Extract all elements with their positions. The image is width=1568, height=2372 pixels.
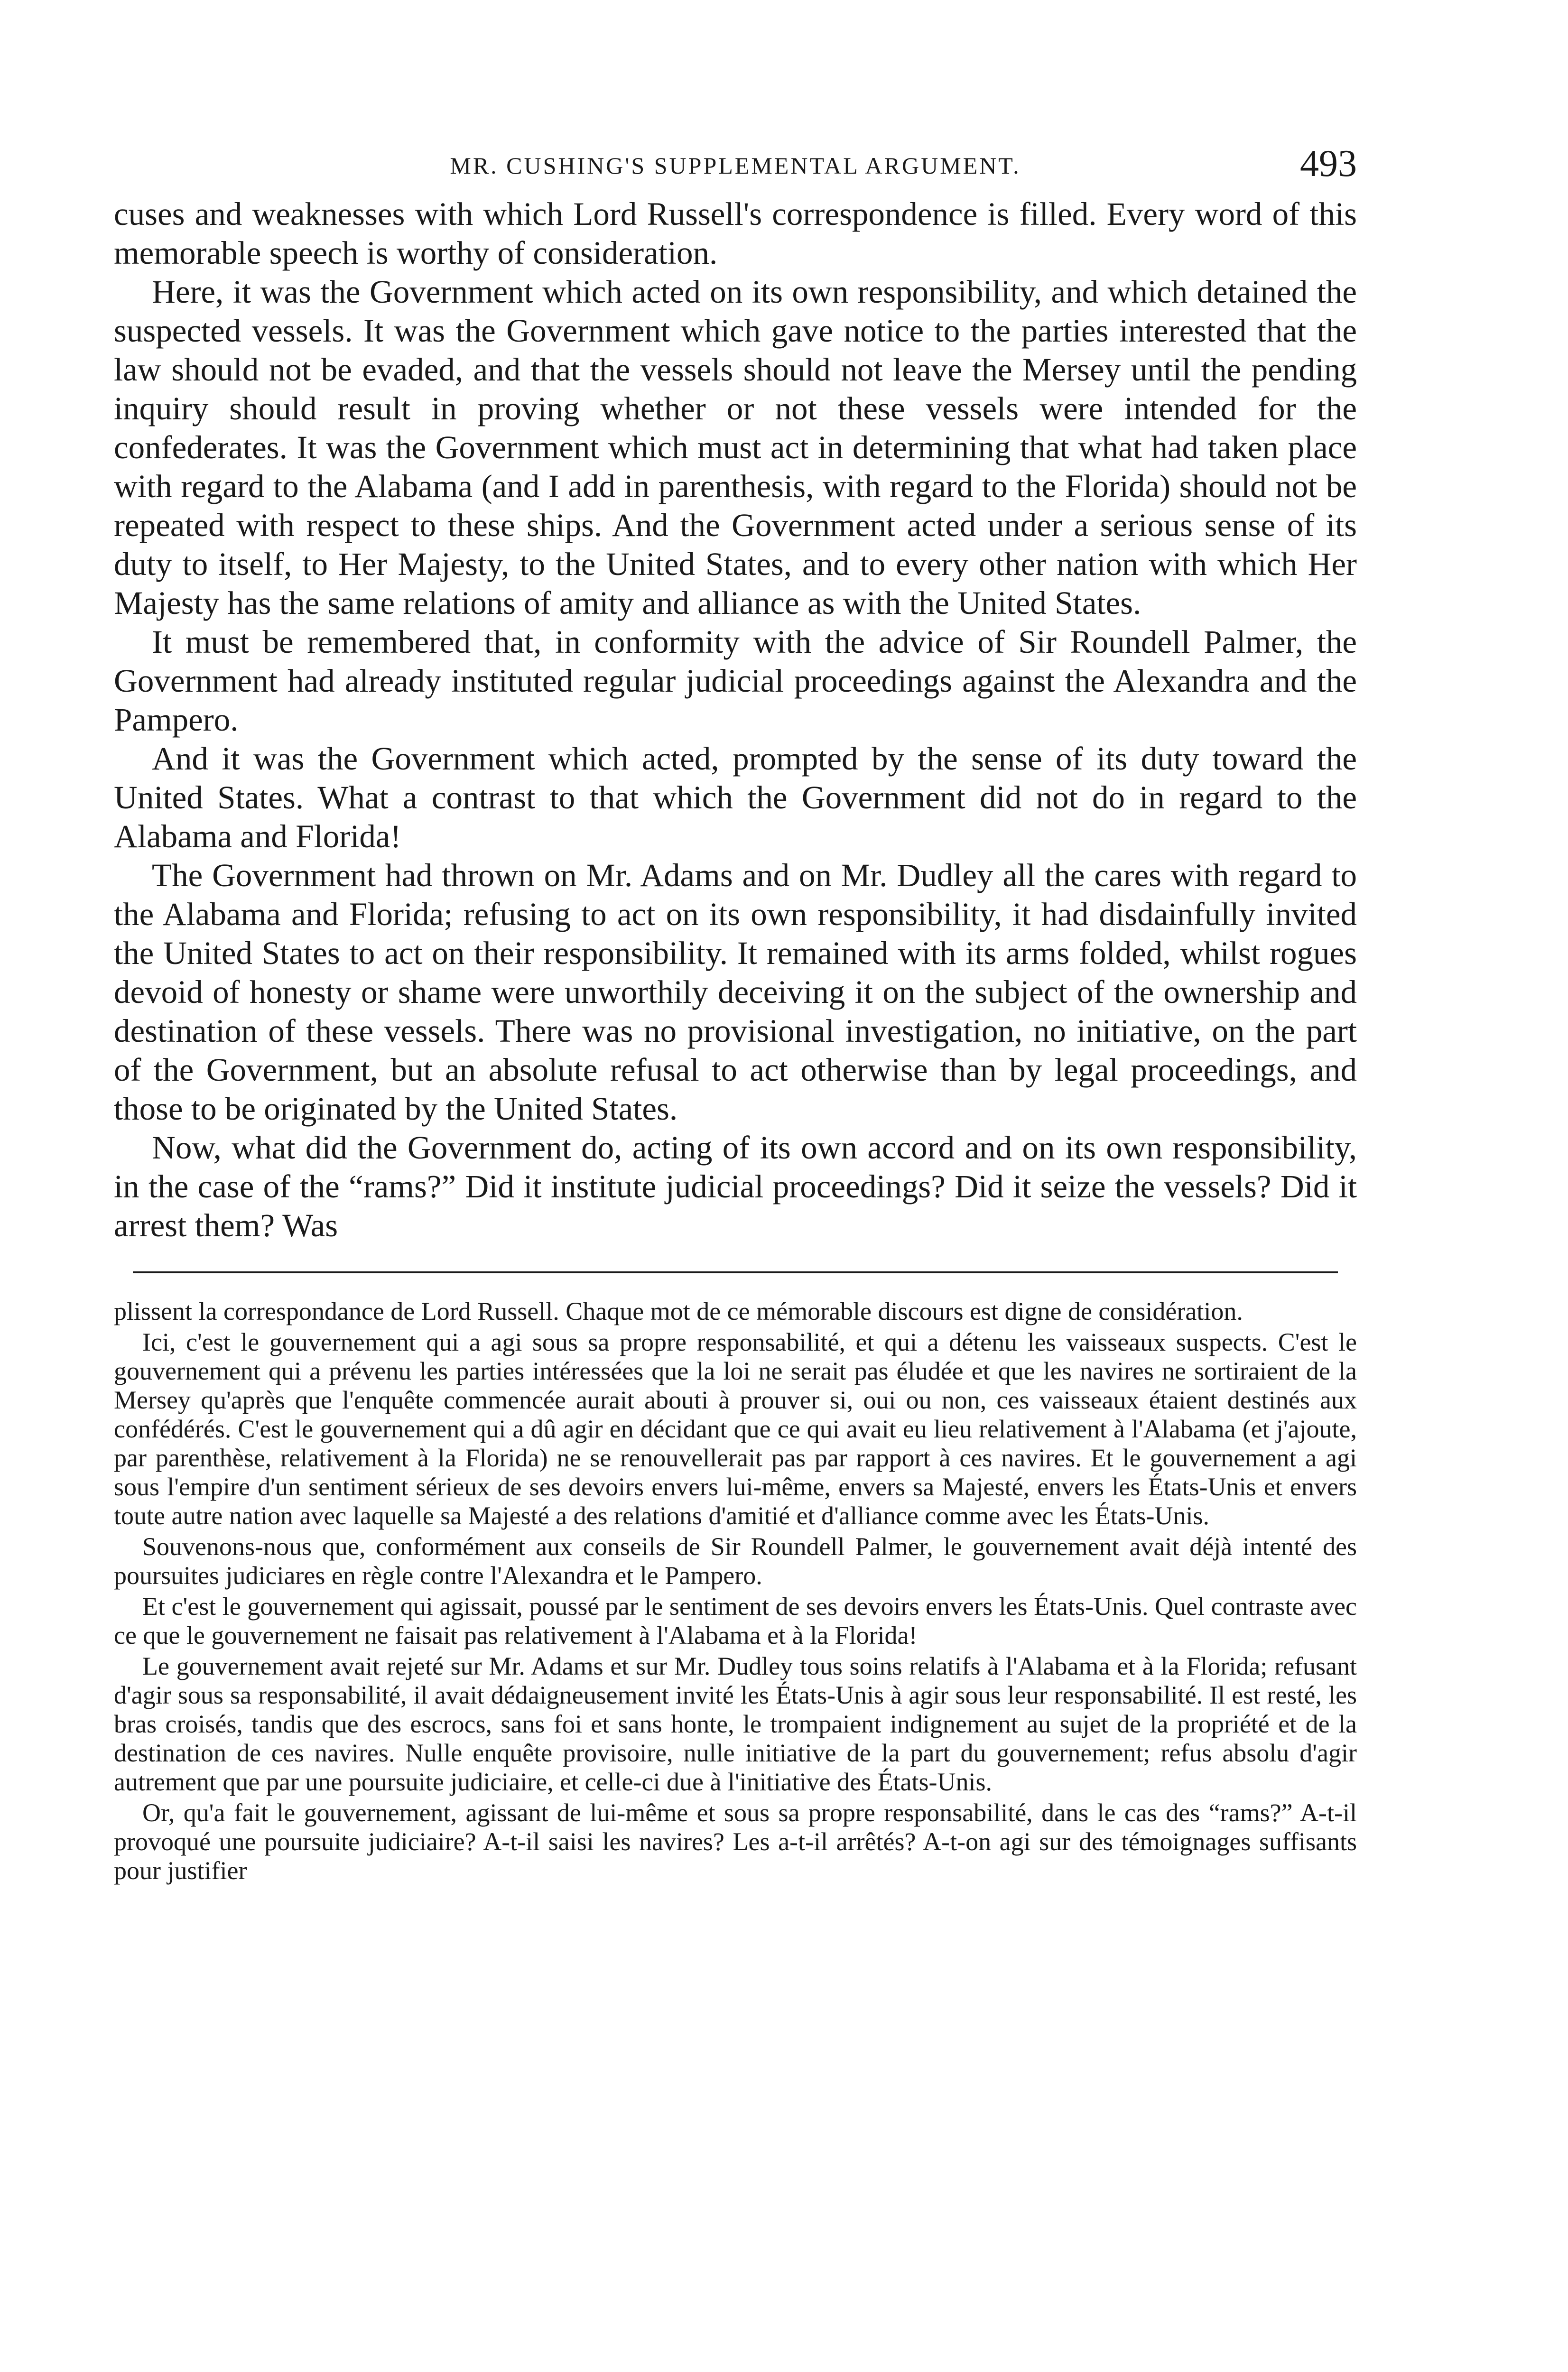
main-paragraph: And it was the Government which acted, prompted by the sense of its duty toward the United States. What a contrast to that which the Government did not do in regard to the Alabama and Florida! (114, 741, 1357, 854)
footnote-divider (133, 1271, 1338, 1273)
main-paragraph: Here, it was the Government which acted on its own responsibility, and which detained the suspected vessels. It was the Government which gave notice to the parties interested that the law should not be evaded, and that the vessels should not leave the Mersey until the pending inquiry should result in proving whether or not these vessels were intended for the confederates. It was the Government which must act in determining that what had taken place with regard to the Alabama (and I add in parenthesis, with regard to the Florida) should not be repeated with respect to these ships. And the Government acted under a serious sense of its duty to itself, to Her Majesty, to the United States, and to every other nation with which Her Majesty has the same relations of amity and alliance as with the United States. (114, 274, 1357, 621)
main-text (114, 195, 1357, 1245)
main-paragraph: The Government had thrown on Mr. Adams and on Mr. Dudley all the cares with regard to the Alabama and Florida; refusing to act on its own responsibility, it had disdainfully invited the United States to act on their responsibility. It remained with its arms folded, whilst rogues devoid of honesty or shame were unworthily deceiving it on the subject of the ownership and destination of these vessels. There was no provisional investigation, no initiative, on the part of the Government, but an absolute refusal to act otherwise than by legal proceedings, and those to be originated by the United States. (114, 857, 1357, 1127)
footnote-paragraph: Or, qu'a fait le gouvernement, agissant de lui-même et sous sa propre responsabilité, dans le cas des “rams?” A-t-il provoqué une poursuite judiciaire? A-t-il saisi les navires? Les a-t-il arrêtés? A-t-on agi sur des témoignages suffisants pour justifier (114, 1798, 1357, 1885)
main-paragraph: cuses and weaknesses with which Lord Russell's correspondence is filled. Every word of this memorable speech is worthy of consideration. (114, 196, 1357, 271)
footnote-paragraph: plissent la correspondance de Lord Russell. Chaque mot de ce mémorable discours est digne de considération. (114, 1297, 1243, 1325)
running-head: MR. CUSHING'S SUPPLEMENTAL ARGUMENT. (450, 152, 1021, 179)
footnote-paragraph: Ici, c'est le gouvernement qui a agi sous sa propre responsabilité, et qui a détenu les vaisseaux suspects. C'est le gouvernement qui a prévenu les parties intéressées que la loi ne serait pas éludée et que les navires ne sortiraient de la Mersey qu'après que l'enquête commencée aurait abouti à prouver si, oui ou non, ces vaisseaux étaient destinés aux confédérés. C'est le gouvernement qui a dû agir en décidant que ce qui avait eu lieu relativement à l'Alabama (et j'ajoute, par parenthèse, relativement à la Florida) ne se renouvellerait pas par rapport à ces navires. Et le gouvernement a agi sous l'empire d'un sentiment sérieux de ses devoirs envers lui-même, envers sa Majesté, envers les États-Unis et envers toute autre nation avec laquelle sa Majesté a des relations d'amitié et d'alliance comme avec les États-Unis. (114, 1328, 1357, 1530)
main-paragraph: It must be remembered that, in conformity with the advice of Sir Roundell Palmer, the Government had already instituted regular judicial proceedings against the Alexandra and the Pampero. (114, 624, 1357, 738)
footnote-french-translation (114, 1297, 1357, 1885)
page-number: 493 (1300, 143, 1357, 185)
footnote-paragraph: Le gouvernement avait rejeté sur Mr. Adams et sur Mr. Dudley tous soins relatifs à l'Alabama et à la Florida; refusant d'agir sous sa responsabilité, il avait dédaigneusement invité les États-Unis à agir sous leur responsabilité. Il est resté, les bras croisés, tandis que des escrocs, sans foi et sans honte, le trompaient indignement au sujet de la propriété et de la destination de ces navires. Nulle enquête provisoire, nulle initiative de la part du gouvernement; refus absolu d'agir autrement que par une poursuite judiciaire, et celle-ci due à l'initiative des États-Unis. (114, 1652, 1357, 1796)
page-header (114, 142, 1357, 195)
footnote-paragraph: Et c'est le gouvernement qui agissait, poussé par le sentiment de ses devoirs envers les États-Unis. Quel contraste avec ce que le gouvernement ne faisait pas relativement à l'Alabama et à la Florida! (114, 1592, 1357, 1649)
book-page (114, 142, 1357, 1885)
footnote-paragraph: Souvenons-nous que, conformément aux conseils de Sir Roundell Palmer, le gouvernement avait déjà intenté des poursuites judiciares en règle contre l'Alexandra et le Pampero. (114, 1532, 1357, 1590)
main-paragraph: Now, what did the Government do, acting of its own accord and on its own responsibility, in the case of the “rams?” Did it institute judicial proceedings? Did it seize the vessels? Did it arrest them? Was (114, 1130, 1357, 1243)
